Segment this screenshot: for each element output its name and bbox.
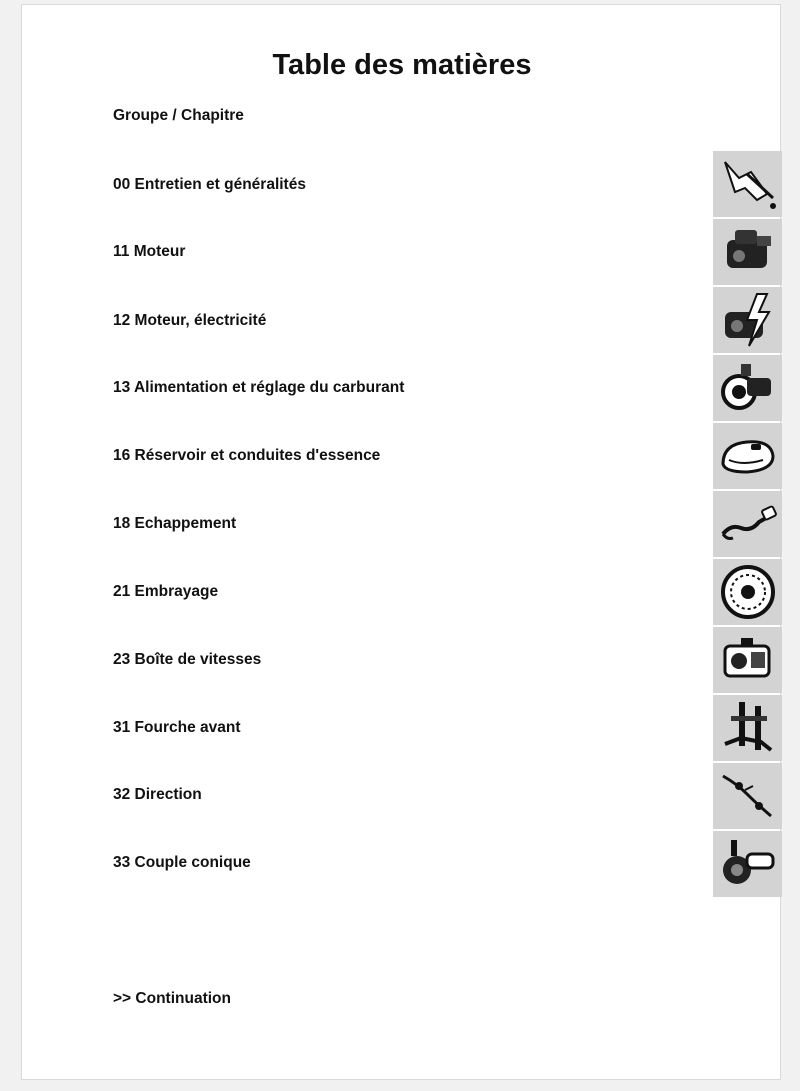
chapter-thumbnails xyxy=(713,151,782,899)
toc-item-reservoir[interactable]: 16 Réservoir et conduites d'essence xyxy=(113,447,381,464)
thumb-reservoir[interactable] xyxy=(713,423,782,489)
exhaust-icon xyxy=(717,494,779,554)
engine-icon xyxy=(717,222,779,282)
thumb-boite-vitesses[interactable] xyxy=(713,627,782,693)
engine-electric-icon xyxy=(717,290,779,350)
toc-item-echappement[interactable]: 18 Echappement xyxy=(113,515,237,532)
thumb-entretien[interactable] xyxy=(713,151,782,217)
thumb-moteur[interactable] xyxy=(713,219,782,285)
toc-item-moteur-electricite[interactable]: 12 Moteur, électricité xyxy=(113,312,267,329)
toc-item-moteur[interactable]: 11 Moteur xyxy=(113,243,186,260)
toc-item-couple-conique[interactable]: 33 Couple conique xyxy=(113,854,251,871)
thumb-fourche-avant[interactable] xyxy=(713,695,782,761)
thumb-alimentation[interactable] xyxy=(713,355,782,421)
bevel-gear-icon xyxy=(717,834,779,894)
thumb-embrayage[interactable] xyxy=(713,559,782,625)
thumb-moteur-electricite[interactable] xyxy=(713,287,782,353)
oil-can-icon xyxy=(717,154,779,214)
toc-item-fourche-avant[interactable]: 31 Fourche avant xyxy=(113,719,241,736)
thumb-couple-conique[interactable] xyxy=(713,831,782,897)
section-subtitle: Groupe / Chapitre xyxy=(113,107,244,124)
thumb-direction[interactable] xyxy=(713,763,782,829)
toc-item-alimentation[interactable]: 13 Alimentation et réglage du carburant xyxy=(113,379,405,396)
clutch-disc-icon xyxy=(717,562,779,622)
gearbox-icon xyxy=(717,630,779,690)
continuation-link[interactable]: >> Continuation xyxy=(113,990,231,1007)
fuel-tank-icon xyxy=(717,426,779,486)
toc-item-entretien[interactable]: 00 Entretien et généralités xyxy=(113,176,306,193)
document-page xyxy=(21,4,781,1080)
carburetor-icon xyxy=(717,358,779,418)
toc-item-direction[interactable]: 32 Direction xyxy=(113,786,202,803)
steering-icon xyxy=(717,766,779,826)
front-fork-icon xyxy=(717,698,779,758)
thumb-echappement[interactable] xyxy=(713,491,782,557)
toc-item-boite-vitesses[interactable]: 23 Boîte de vitesses xyxy=(113,651,262,668)
toc-item-embrayage[interactable]: 21 Embrayage xyxy=(113,583,219,600)
page-title: Table des matières xyxy=(272,49,532,81)
